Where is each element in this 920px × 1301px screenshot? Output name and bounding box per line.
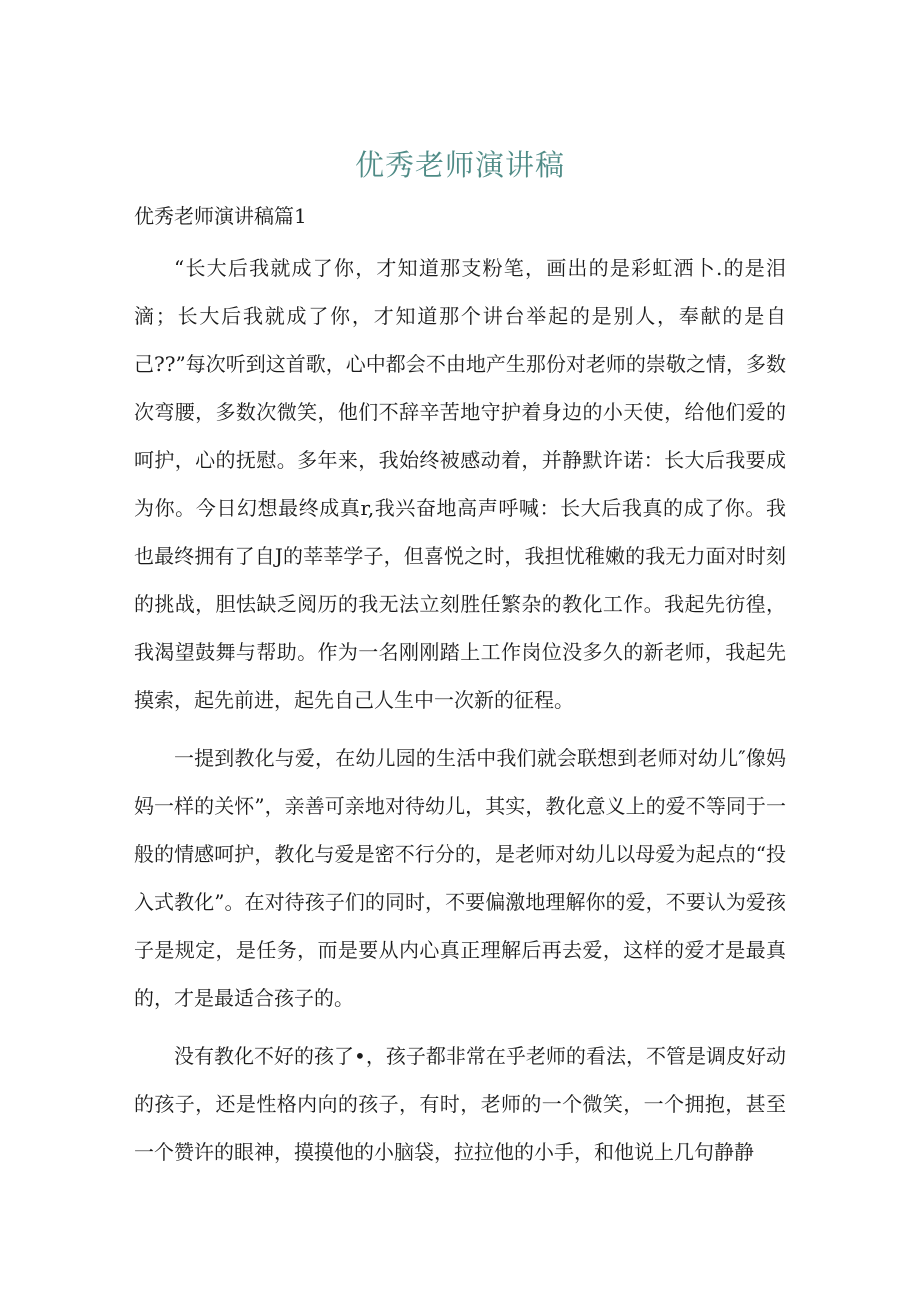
document-body bbox=[134, 244, 786, 1176]
paragraph: 没有教化不好的孩了•，孩子都非常在乎老师的看法，不管是调皮好动的孩子，还是性格内向的孩子，有时，老师的一个微笑，一个拥抱，甚至一个赞许的眼神，摸摸他的小脑袋，拉拉他的小手，和他说上几句静静 bbox=[134, 1044, 786, 1164]
document-title: 优秀老师演讲稿 bbox=[354, 148, 565, 182]
section-heading: 优秀老师演讲稿篇1 bbox=[134, 204, 307, 228]
paragraph: 一提到教化与爱，在幼儿园的生活中我们就会联想到老师对幼儿″像妈妈一样的关怀”，亲善可亲地对待幼儿，其实，教化意义上的爱不等同于一般的情感呵护，教化与爱是密不行分的，是老师对幼儿以母爱为起点的“投入式教化”。在对待孩子们的同时，不要偏激地理解你的爱，不要认为爱孩子是规定，是任务，而是要从内心真正理解后再去爱，这样的爱才是最真的，才是最适合孩子的。 bbox=[134, 746, 786, 1010]
paragraph: “长大后我就成了你，才知道那支粉笔，画出的是彩虹洒卜.的是泪滴；长大后我就成了你，才知道那个讲台举起的是别人，奉献的是自己??”每次听到这首歌，心中都会不由地产生那份对老师的崇敬之情，多数次弯腰，多数次微笑，他们不辞辛苦地守护着身边的小天使，给他们爱的呵护，心的抚慰。多年来，我始终被感动着，并静默许诺：长大后我要成为你。今日幻想最终成真r,我兴奋地高声呼喊：长大后我真的成了你。我也最终拥有了自J的莘莘学子，但喜悦之时，我担忧稚嫩的我无力面对时刻的挑战，胆怯缺乏阅历的我无法立刻胜任繁杂的教化工作。我起先彷徨，我渴望鼓舞与帮助。作为一名刚刚踏上工作岗位没多久的新老师，我起先摸索，起先前进，起先自己人生中一次新的征程。 bbox=[134, 256, 786, 712]
